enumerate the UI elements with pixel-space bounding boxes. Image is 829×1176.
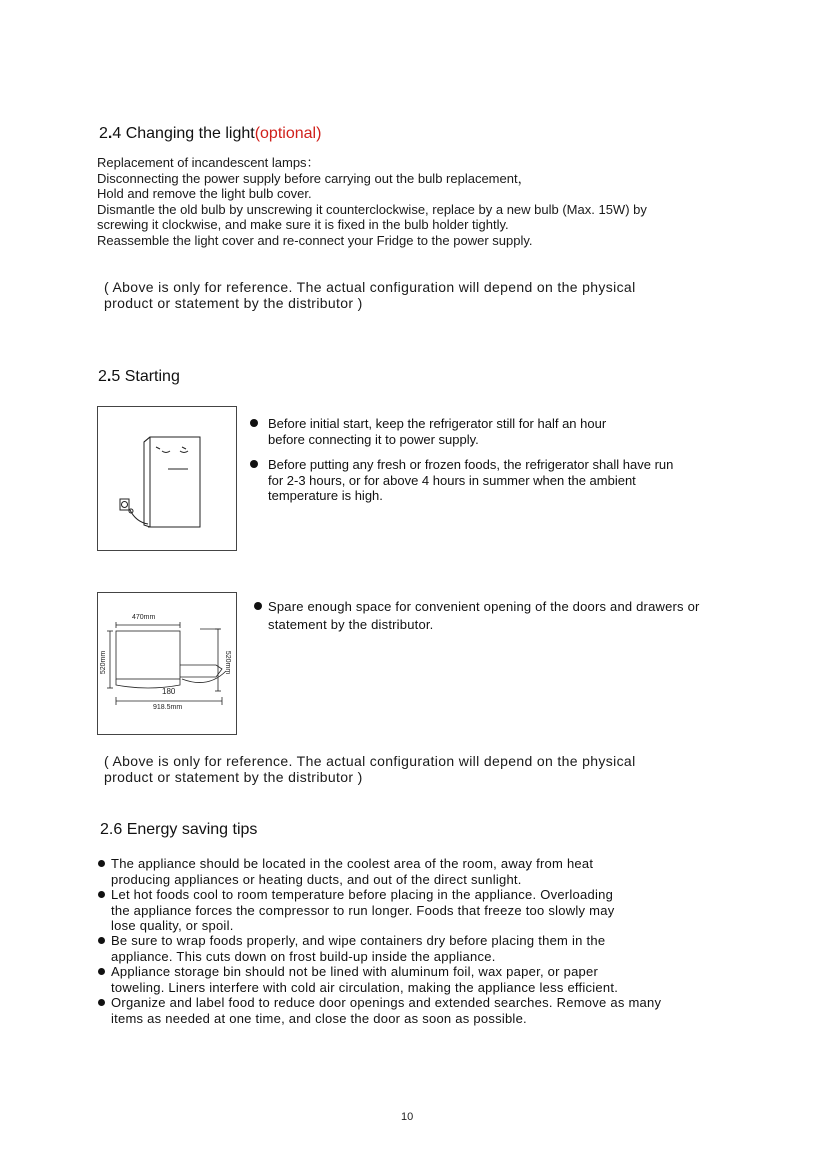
dimension-diagram xyxy=(98,593,236,734)
instruction-line: Disconnecting the power supply before carrying out the bulb replacement， xyxy=(97,170,531,186)
starting-bullet-1 xyxy=(268,416,606,447)
tip-line: The appliance should be located in the coolest area of the room, away from heat xyxy=(111,856,594,871)
tip-line: Organize and label food to reduce door openings and extended searches. Remove as many xyxy=(111,995,662,1010)
bulb-replacement-instructions xyxy=(97,155,647,248)
depth-open-dimension-label: 918.5mm xyxy=(153,704,183,711)
section-2-4-heading xyxy=(99,125,321,143)
bullet-dot-icon xyxy=(250,419,258,427)
section-2-5-heading xyxy=(98,368,180,386)
tip-line: the appliance forces the compressor to run longer. Foods that freeze too slowly may xyxy=(111,902,615,918)
energy-tip-3 xyxy=(111,933,605,964)
bullet-line: Before putting any fresh or frozen foods, the refrigerator shall have run xyxy=(268,457,674,472)
height-left-dimension-label: 520mm xyxy=(100,650,108,675)
tip-line: Appliance storage bin should not be lined with aluminum foil, wax paper, or paper xyxy=(111,964,599,979)
reference-note-line: ( Above is only for reference. The actual configuration will depend on the physical xyxy=(104,753,636,769)
tip-line: appliance. This cuts down on frost build-up inside the appliance. xyxy=(111,948,496,964)
instruction-line: Reassemble the light cover and re-connect your Fridge to the power supply. xyxy=(97,232,533,248)
reference-note-line: product or statement by the distributor ) xyxy=(104,769,363,785)
bullet-line: statement by the distributor. xyxy=(268,617,434,632)
bullet-line: before connecting it to power supply. xyxy=(268,431,479,447)
instruction-line: Replacement of incandescent lamps： xyxy=(97,155,320,170)
refrigerator-icon xyxy=(98,407,236,550)
section-number: 2 xyxy=(99,125,108,142)
tip-line: producing appliances or heating ducts, and out of the direct sunlight. xyxy=(111,871,522,887)
bullet-line: for 2-3 hours, or for above 4 hours in summer when the ambient xyxy=(268,472,636,488)
bullet-dot-icon xyxy=(98,937,105,944)
section-title: 4 Changing the light xyxy=(112,125,255,142)
instruction-line: Hold and remove the light bulb cover. xyxy=(97,186,312,201)
bullet-dot-icon xyxy=(254,602,262,610)
bullet-dot-icon xyxy=(98,968,105,975)
tip-line: Let hot foods cool to room temperature before placing in the appliance. Overloading xyxy=(111,887,614,902)
clearance-dimension-figure xyxy=(97,592,237,735)
energy-tip-1 xyxy=(111,856,593,887)
bullet-dot-icon xyxy=(98,860,105,867)
energy-tip-2 xyxy=(111,887,614,934)
reference-note-line: product or statement by the distributor ) xyxy=(104,295,363,311)
bullet-line: Before initial start, keep the refrigerator still for half an hour xyxy=(268,416,607,431)
bullet-line: temperature is high. xyxy=(268,488,383,503)
reference-note-2 xyxy=(104,753,636,785)
tip-line: items as needed at one time, and close the door as soon as possible. xyxy=(111,1010,527,1026)
energy-tip-5 xyxy=(111,995,661,1026)
starting-bullet-3 xyxy=(268,598,700,634)
instruction-line: Dismantle the old bulb by unscrewing it counterclockwise, replace by a new bulb (Max. 15W) by xyxy=(97,201,647,217)
width-dimension-label: 470mm xyxy=(132,614,156,621)
bullet-dot-icon xyxy=(98,891,105,898)
bullet-line: Spare enough space for convenient opening of the doors and drawers or xyxy=(268,599,700,614)
refrigerator-plug-figure xyxy=(97,406,237,551)
bullet-dot-icon xyxy=(98,999,105,1006)
door-angle-label: 180 xyxy=(162,687,176,696)
reference-note-1 xyxy=(104,279,636,311)
starting-bullet-2 xyxy=(268,457,673,504)
tip-line: lose quality, or spoil. xyxy=(111,918,234,933)
tip-line: Be sure to wrap foods properly, and wipe containers dry before placing them in the xyxy=(111,933,606,948)
height-right-dimension-label: 520mm xyxy=(224,650,232,675)
page-number: 10 xyxy=(401,1111,414,1123)
section-dot: . xyxy=(107,125,113,142)
instruction-line: screwing it clockwise, and make sure it is fixed in the bulb holder tightly. xyxy=(97,217,509,232)
section-number: 2 xyxy=(98,368,107,385)
bullet-dot-icon xyxy=(250,460,258,468)
optional-label: (optional) xyxy=(254,125,322,142)
section-2-6-heading: 2.6 Energy saving tips xyxy=(100,821,258,838)
section-dot: . xyxy=(106,368,112,385)
reference-note-line: ( Above is only for reference. The actual configuration will depend on the physical xyxy=(104,279,636,295)
section-title: 5 Starting xyxy=(111,368,180,385)
tip-line: toweling. Liners interfere with cold air circulation, making the appliance less efficient. xyxy=(111,979,619,995)
energy-tip-4 xyxy=(111,964,618,995)
